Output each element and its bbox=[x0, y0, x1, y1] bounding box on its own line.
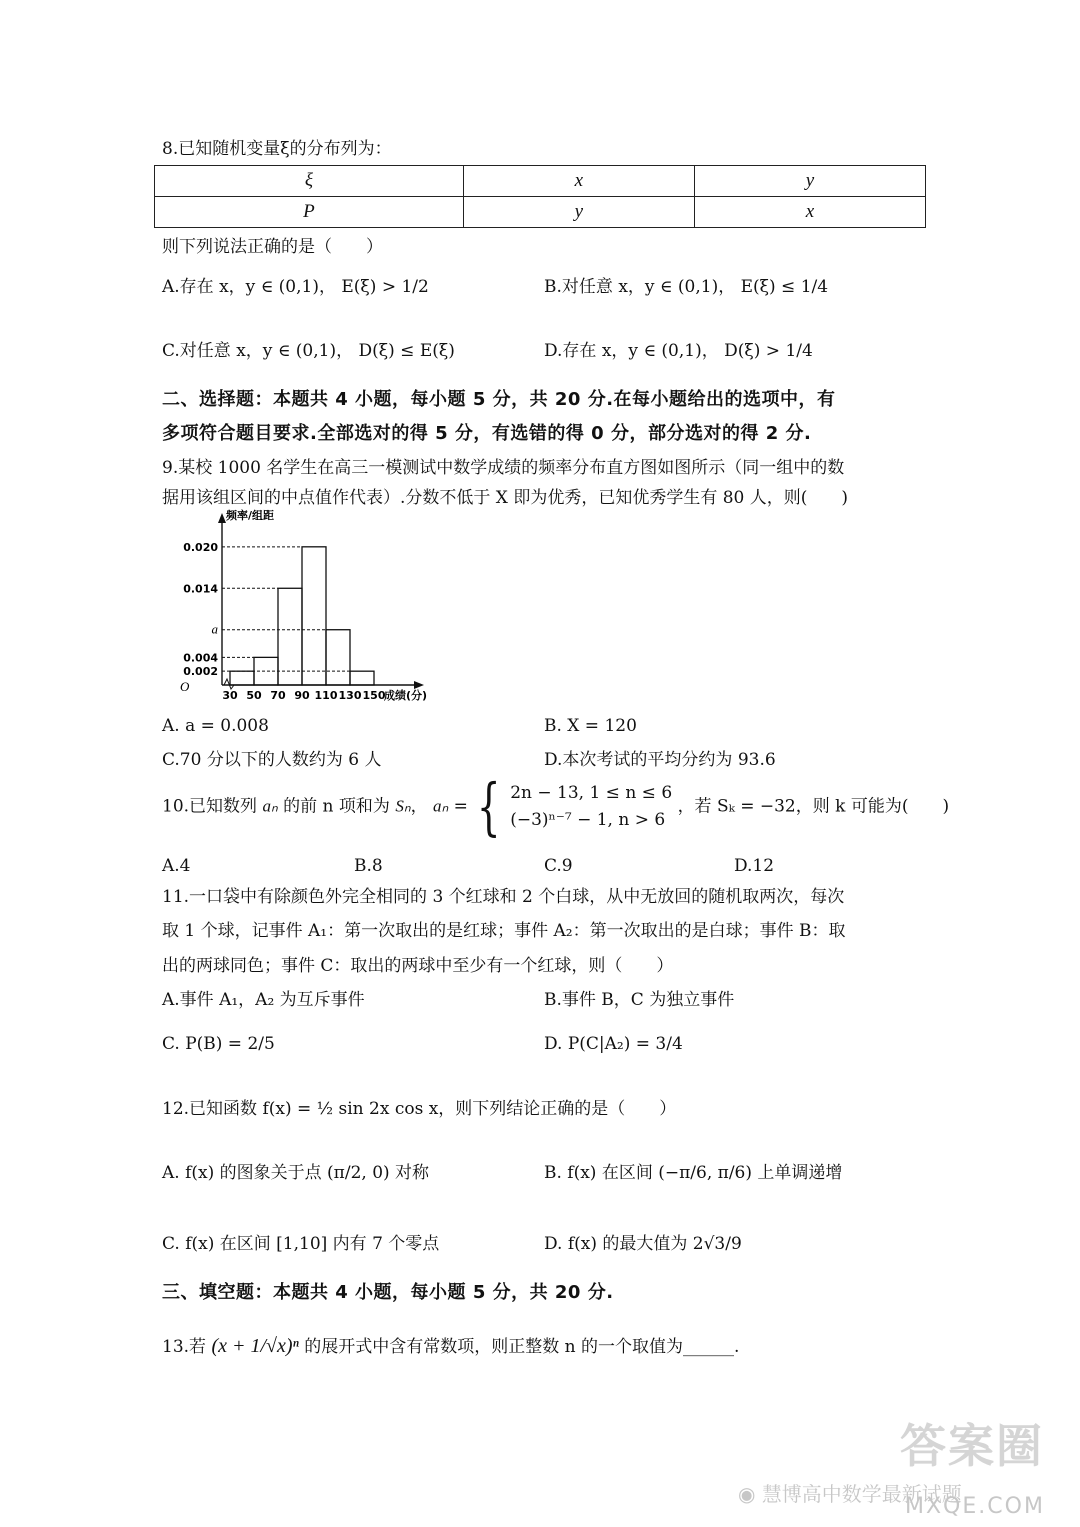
y-tick-label: a bbox=[211, 621, 218, 637]
q12-option-d: D. f(x) 的最大值为 2√3/9 bbox=[544, 1234, 742, 1254]
q8-prompt: 则下列说法正确的是（ ） bbox=[162, 237, 383, 257]
x-tick-label: 90 bbox=[294, 689, 310, 702]
y-tick-label: 0.004 bbox=[183, 651, 218, 665]
option-math: E(ξ) ≤ 1/4 bbox=[740, 277, 829, 297]
q10-mid: 的前 n 项和为 bbox=[283, 796, 390, 817]
q8-option-c bbox=[162, 336, 455, 361]
piecewise-case-2: (−3)ⁿ⁻⁷ − 1, n > 6 bbox=[510, 810, 666, 830]
q9-stem-line2: 据用该组区间的中点值作代表）.分数不低于 X 即为优秀，已知优秀学生有 80 人，则( ) bbox=[162, 488, 849, 508]
x-tick-label: 70 bbox=[270, 689, 286, 702]
q10-s-n: Sₙ bbox=[395, 796, 411, 816]
x-tick-label: 130 bbox=[338, 689, 362, 702]
q10-prefix: 10.已知数列 bbox=[162, 796, 258, 817]
watermark-site: MXQE.COM bbox=[905, 1494, 1045, 1519]
q11-option-d: D. P(C|A₂) = 3/4 bbox=[544, 1034, 683, 1054]
y-axis-label: 频率/组距 bbox=[226, 509, 275, 522]
q12-option-a: A. f(x) 的图象关于点 (π/2, 0) 对称 bbox=[162, 1163, 430, 1183]
q12-stem: 12.已知函数 f(x) = ½ sin 2x cos x，则下列结论正确的是（ ） bbox=[162, 1099, 677, 1119]
y-tick-label: 0.014 bbox=[183, 582, 218, 596]
q11-option-a: A.事件 A₁，A₂ 为互斥事件 bbox=[162, 990, 365, 1010]
q10-option-c: C.9 bbox=[544, 856, 573, 876]
q8-stem: 8.已知随机变量ξ的分布列为： bbox=[162, 139, 392, 159]
q10-a-n-def: aₙ bbox=[433, 796, 449, 816]
q11-option-b: B.事件 B，C 为独立事件 bbox=[544, 990, 735, 1010]
origin-label: O bbox=[180, 679, 190, 694]
histogram-bar bbox=[278, 588, 302, 685]
y-tick-label: 0.020 bbox=[183, 540, 218, 554]
q12-option-c: C. f(x) 在区间 [1,10] 内有 7 个零点 bbox=[162, 1234, 440, 1254]
q10-option-d: D.12 bbox=[734, 856, 775, 876]
option-common: x，y ∈ (0,1)， bbox=[618, 277, 736, 297]
q9-option-a: A. a = 0.008 bbox=[162, 716, 269, 736]
table-row bbox=[155, 166, 926, 197]
x-tick-label: 50 bbox=[246, 689, 262, 702]
histogram-bar bbox=[230, 671, 254, 685]
axis-break bbox=[224, 679, 234, 689]
q11-stem-line2: 取 1 个球，记事件 A₁：第一次取出的是红球；事件 A₂：第一次取出的是白球；事件 B：取 bbox=[162, 921, 846, 941]
option-math: D(ξ) > 1/4 bbox=[724, 341, 813, 361]
frequency-histogram bbox=[178, 507, 458, 704]
q13-prefix: 13.若 bbox=[162, 1337, 207, 1357]
table-cell: x bbox=[694, 197, 925, 228]
watermark-logo: 答案圈 bbox=[900, 1419, 1044, 1473]
wechat-icon: ◉ bbox=[738, 1482, 756, 1506]
q12-option-b: B. f(x) 在区间 (−π/6, π/6) 上单调递增 bbox=[544, 1163, 843, 1183]
q9-option-b: B. X = 120 bbox=[544, 716, 637, 736]
table-cell: x bbox=[463, 166, 694, 197]
q11-option-c: C. P(B) = 2/5 bbox=[162, 1034, 275, 1054]
q8-option-a bbox=[162, 272, 429, 297]
section-2-heading-line1: 二、选择题：本题共 4 小题，每小题 5 分，共 20 分.在每小题给出的选项中，有 bbox=[162, 389, 836, 410]
x-axis-arrow bbox=[414, 681, 424, 689]
distribution-table bbox=[154, 165, 926, 228]
option-common: x，y ∈ (0,1)， bbox=[236, 341, 354, 361]
x-axis-label: 成绩(分) bbox=[384, 689, 428, 702]
y-axis-arrow bbox=[218, 513, 226, 523]
piecewise-case-1: 2n − 13, 1 ≤ n ≤ 6 bbox=[510, 782, 673, 803]
option-common: x，y ∈ (0,1)， bbox=[601, 341, 719, 361]
q8-option-b bbox=[544, 272, 828, 297]
q10-a-n: aₙ bbox=[262, 796, 278, 816]
q11-stem-line3: 出的两球同色；事件 C：取出的两球中至少有一个红球，则（ ） bbox=[162, 956, 674, 976]
q9-option-c: C.70 分以下的人数约为 6 人 bbox=[162, 750, 382, 770]
table-cell: P bbox=[155, 197, 464, 228]
option-label: B.对任意 bbox=[544, 277, 613, 297]
table-cell: y bbox=[694, 166, 925, 197]
option-math: D(ξ) ≤ E(ξ) bbox=[358, 341, 455, 361]
q11-stem-line1: 11.一口袋中有除颜色外完全相同的 3 个红球和 2 个白球，从中无放回的随机取两次，每次 bbox=[162, 887, 845, 907]
option-math: E(ξ) > 1/2 bbox=[341, 277, 429, 297]
histogram-bar bbox=[350, 671, 374, 685]
y-tick-label: 0.002 bbox=[183, 665, 218, 679]
option-label: A.存在 bbox=[162, 277, 214, 297]
section-2-heading-line2: 多项符合题目要求.全部选对的得 5 分，有选错的得 0 分，部分选对的得 2 分. bbox=[162, 423, 812, 444]
x-tick-label: 30 bbox=[222, 689, 238, 702]
table-cell: y bbox=[463, 197, 694, 228]
histogram-bar bbox=[302, 547, 326, 685]
q10-suffix: ，若 Sₖ = −32，则 k 可能为( ) bbox=[677, 796, 950, 817]
q8-option-d bbox=[544, 336, 813, 361]
q9-stem-line1: 9.某校 1000 名学生在高三一模测试中数学成绩的频率分布直方图如图所示（同一组中的数 bbox=[162, 458, 845, 478]
q10-option-b: B.8 bbox=[354, 856, 383, 876]
q10-option-a: A.4 bbox=[162, 856, 191, 876]
option-label: C.对任意 bbox=[162, 341, 231, 361]
piecewise-cases bbox=[510, 780, 672, 834]
q9-option-d: D.本次考试的平均分约为 93.6 bbox=[544, 750, 776, 770]
q13-expression: (x + 1/√x)ⁿ bbox=[211, 1335, 299, 1357]
table-cell: ξ bbox=[155, 166, 464, 197]
x-tick-label: 110 bbox=[314, 689, 338, 702]
q10-stem: 10.已知数列 aₙ 的前 n 项和为 Sₙ， aₙ = { 2n − 13, 1 ≤ n ≤ 6 (−3)ⁿ⁻⁷ − 1, n > 6 ，若 Sₖ = −32，则 k 可能为( ) bbox=[162, 770, 950, 843]
option-label: D.存在 bbox=[544, 341, 597, 361]
table-row bbox=[155, 197, 926, 228]
watermark-source-text: 慧博高中数学最新试题 bbox=[761, 1482, 962, 1506]
piecewise-brace: { bbox=[477, 770, 501, 843]
q13-stem bbox=[162, 1332, 739, 1358]
histogram-bar bbox=[326, 630, 350, 685]
section-3-heading: 三、填空题：本题共 4 小题，每小题 5 分，共 20 分. bbox=[162, 1282, 614, 1303]
q13-suffix: 的展开式中含有常数项，则正整数 n 的一个取值为______. bbox=[304, 1337, 740, 1357]
option-common: x，y ∈ (0,1)， bbox=[219, 277, 336, 297]
x-tick-label: 150 bbox=[362, 689, 386, 702]
